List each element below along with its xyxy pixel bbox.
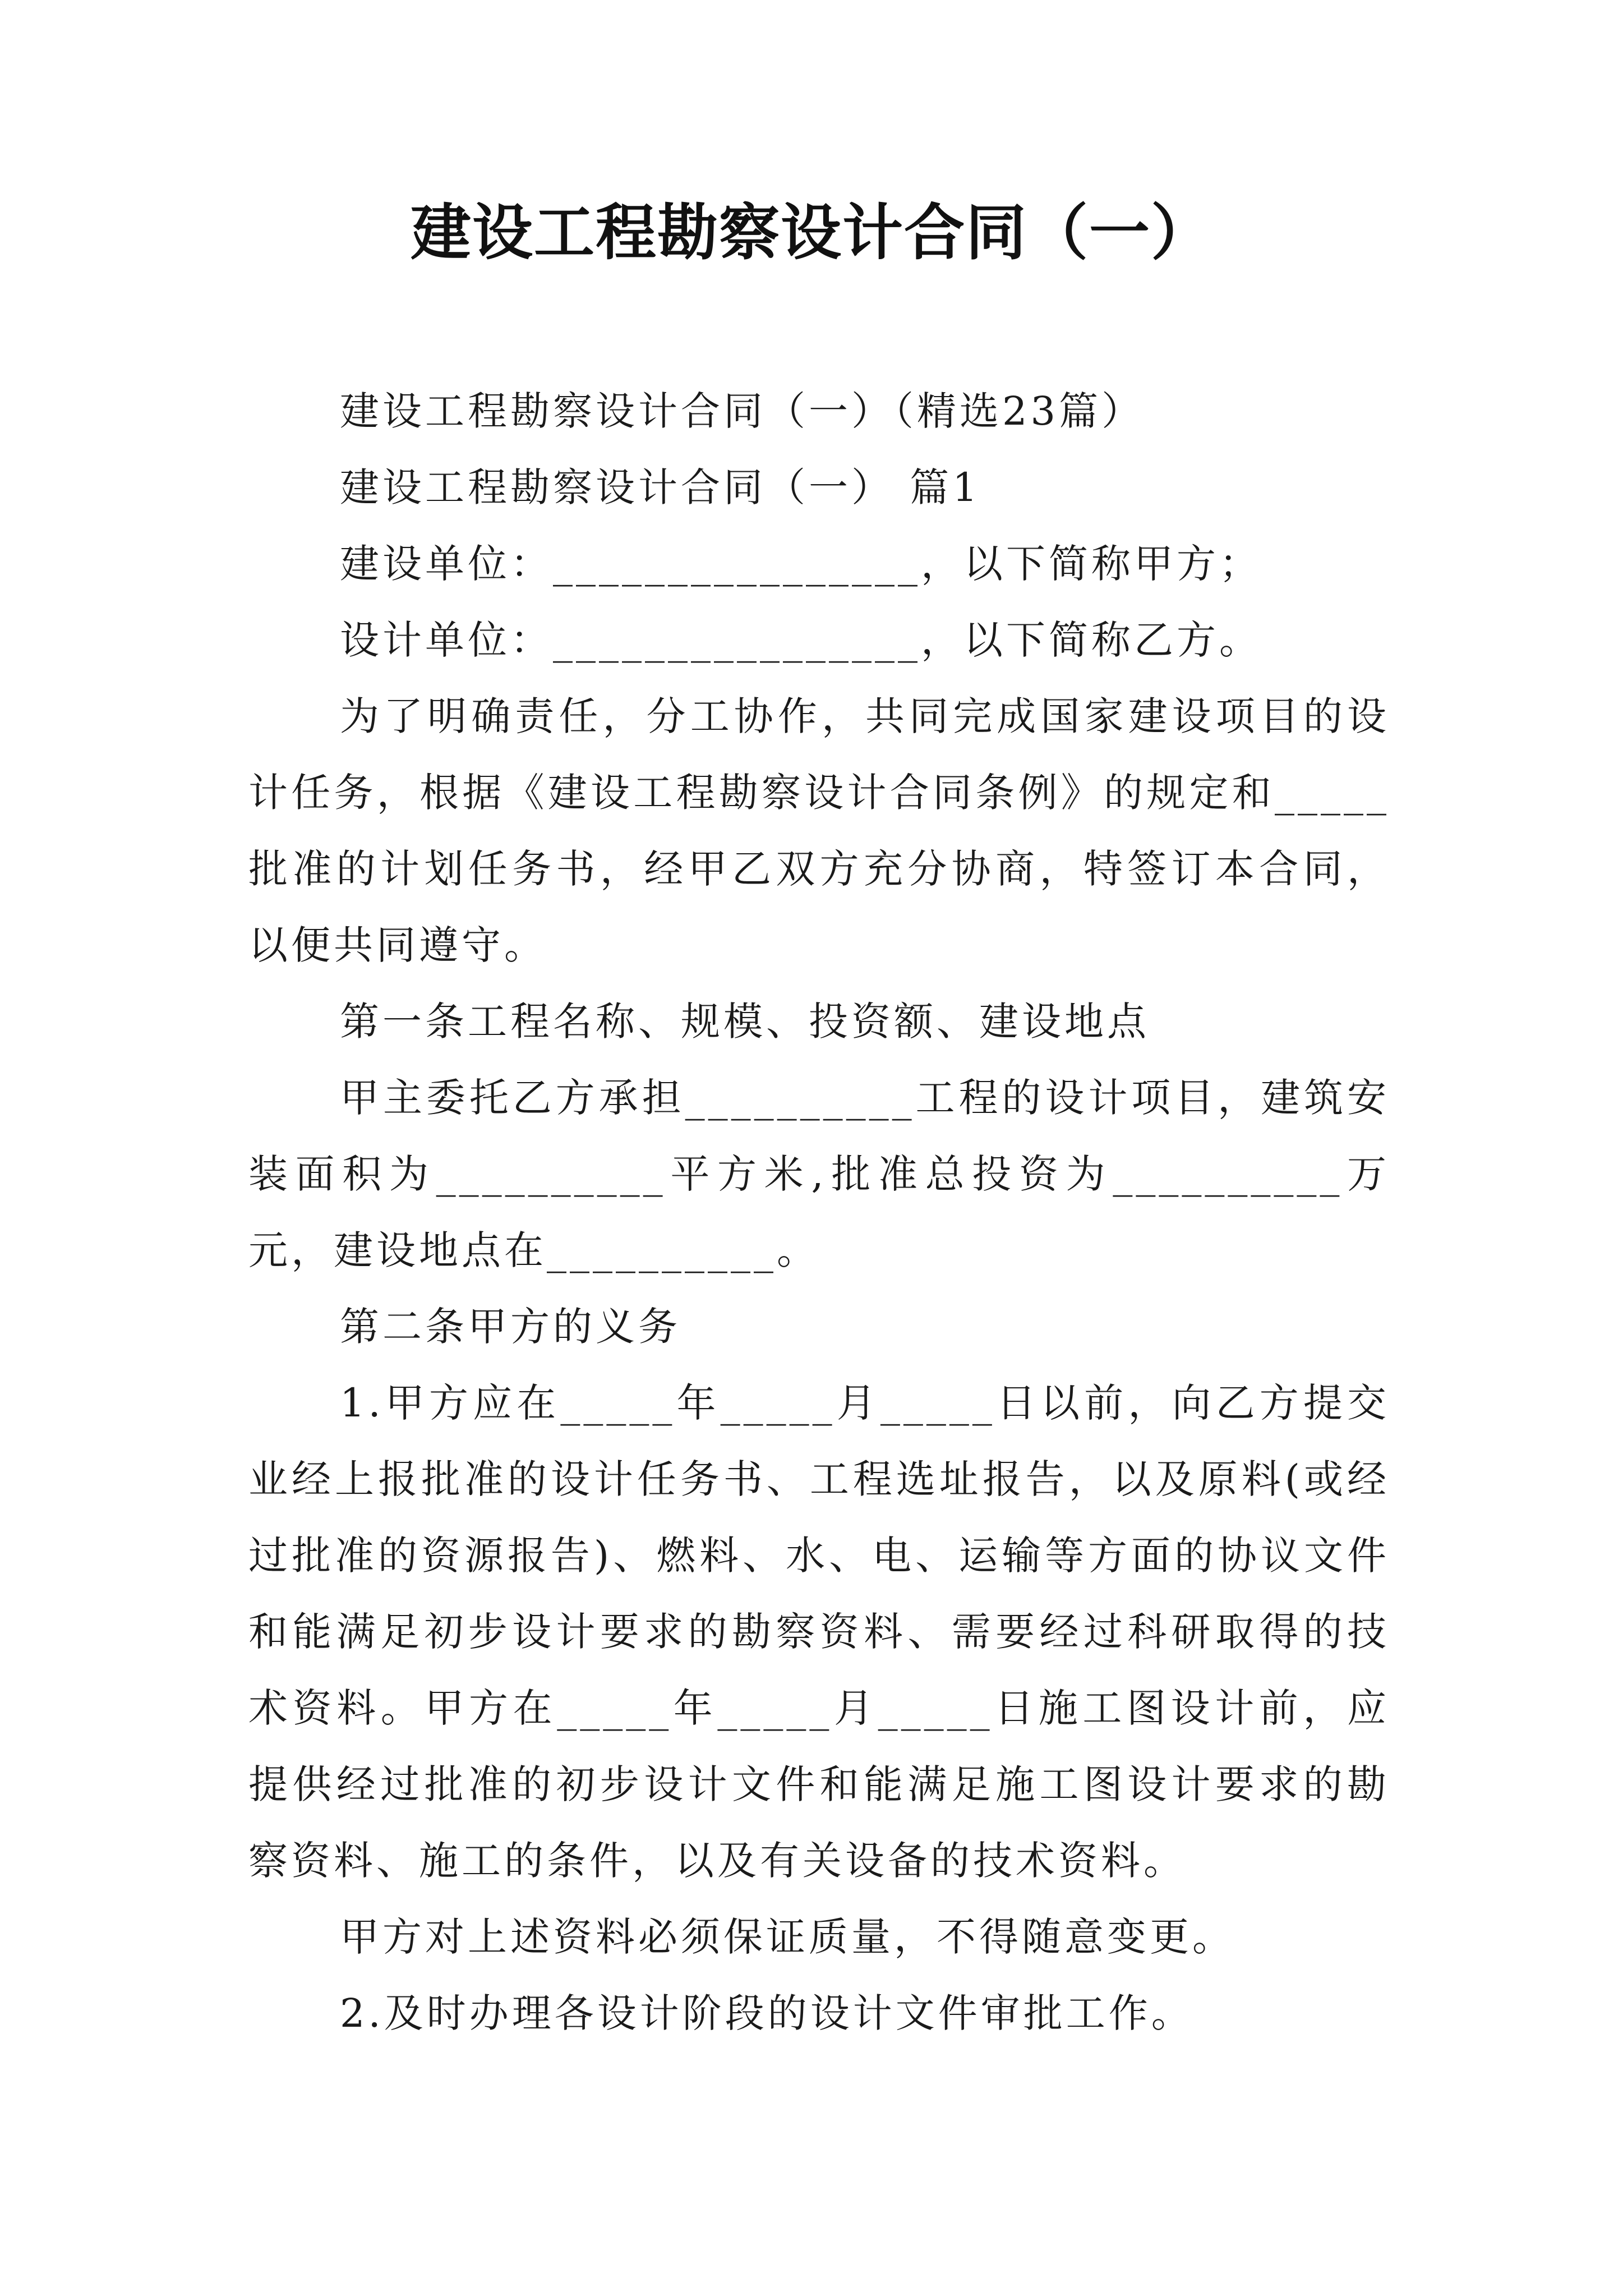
paragraph-article-1-body: 甲主委托乙方承担__________工程的设计项目，建筑安装面积为__________平方米,批准总投资为__________万元，建设地点在__________。	[248, 1075, 1390, 1273]
paragraph-article-2-item-1: 1.甲方应在_____年_____月_____日以前，向乙方提交业经上报批准的设计任务书、工程选址报告，以及原料(或经过批准的资源报告)、燃料、水、电、运输等方面的协议文件和能满足初步设计要求的勘察资料、需要经过科研取得的技术资料。甲方在_____年_____月_____日施工图设计前，应提供经过批准的初步设计文件和能满足施工图设计要求的勘察资料、施工的条件，以及有关设备的技术资料。	[248, 1380, 1390, 1884]
paragraph-section-heading: 建设工程勘察设计合同（一） 篇1	[340, 464, 981, 510]
paragraph-article-2-heading: 第二条甲方的义务	[340, 1304, 681, 1350]
paragraph-subtitle: 建设工程勘察设计合同（一）（精选23篇）	[340, 388, 1145, 434]
document-title: 建设工程勘察设计合同（一）	[410, 197, 1212, 268]
document-body	[248, 373, 1390, 2051]
paragraph-article-2-item-2: 2.及时办理各设计阶段的设计文件审批工作。	[340, 1990, 1194, 2036]
paragraph-article-2-quality: 甲方对上述资料必须保证质量，不得随意变更。	[340, 1914, 1235, 1960]
paragraph-party-a: 建设单位：________________，以下简称甲方；	[340, 541, 1262, 587]
paragraph-party-b: 设计单位：________________，以下简称乙方。	[340, 617, 1262, 663]
paragraph-article-1-heading: 第一条工程名称、规模、投资额、建设地点	[340, 999, 1150, 1045]
paragraph-preamble: 为了明确责任，分工协作，共同完成国家建设项目的设计任务，根据《建设工程勘察设计合同条例》的规定和_____批准的计划任务书，经甲乙双方充分协商，特签订本合同，以便共同遵守。	[248, 693, 1390, 968]
